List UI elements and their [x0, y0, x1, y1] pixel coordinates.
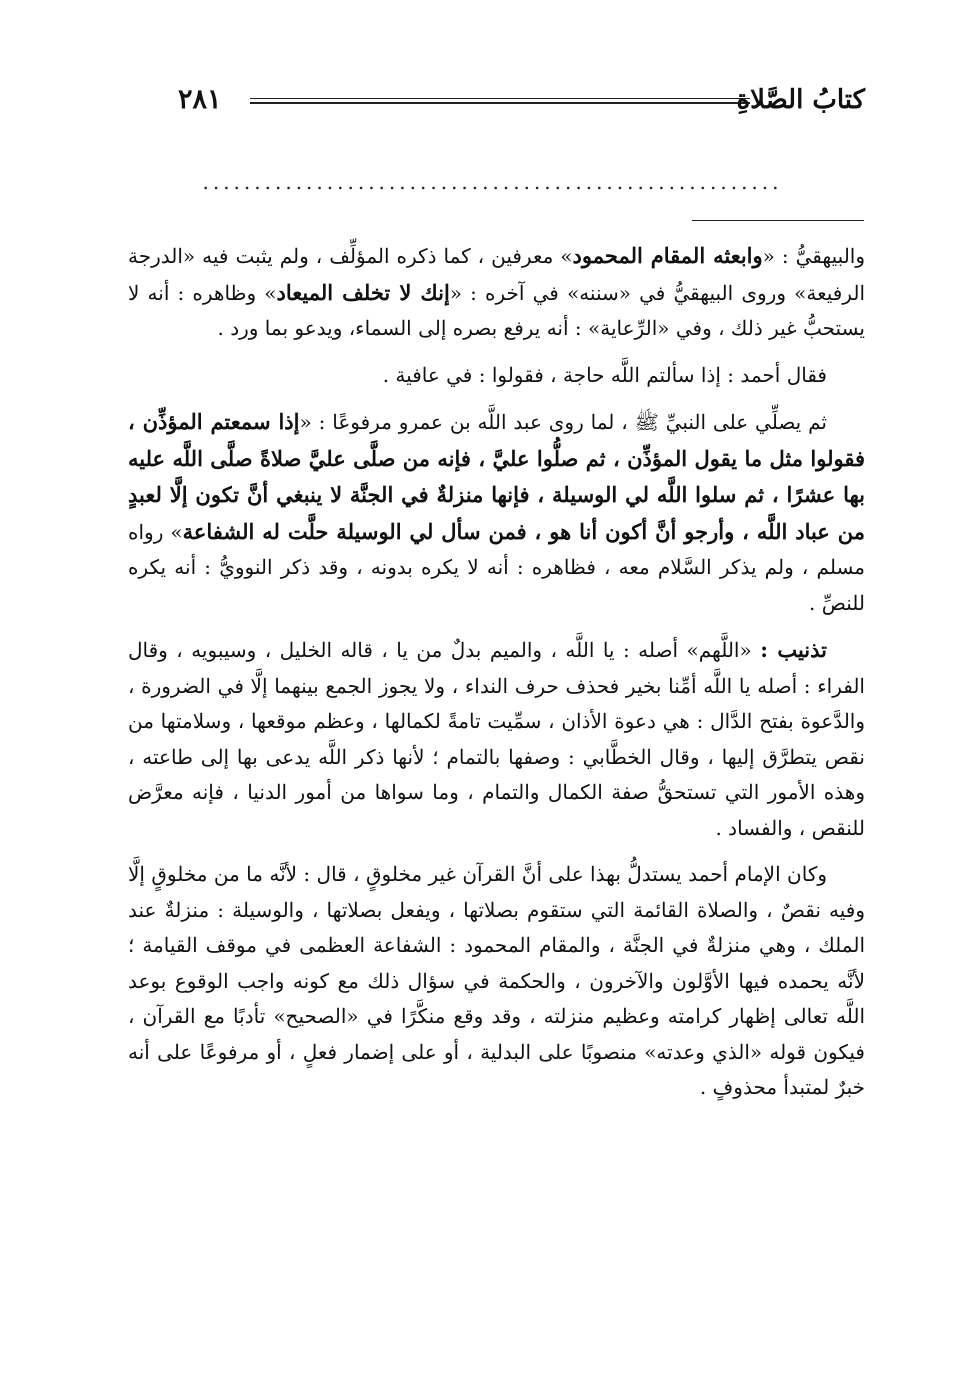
header-rule [250, 98, 750, 99]
paragraph [128, 238, 865, 347]
page-header [170, 78, 865, 128]
header-rule-thick [250, 102, 750, 104]
text-run: » معرفين ، كما ذكره المؤلِّف ، ولم يثبت فيه « [182, 244, 573, 268]
bold-text-run: إذا سمعتم المؤذِّن ، فقولوا مثل ما يقول المؤذِّن ، ثم صلُّوا عليَّ ، فإنه من صلَّى عليَّ صلاةً صلَّى اللَّه عليه بها عشرًا ، ثم سلوا اللَّه لي الوسيلة ، فإنها منزلةٌ في الجنَّة لا ينبغي أنَّ تكون إلَّا لعبدٍ من عباد اللَّه ، وأرجو أنَّ أكون أنا هو ، فمن سأل لي الوسيلة حلَّت له الشفاعة [128, 409, 865, 544]
text-run: «اللَّهم» أصله : يا اللَّه ، والميم بدلٌ من يا ، قاله الخليل ، وسيبويه ، وقال الفراء : أصله يا اللَّه أمِّنا بخير فحذف حرف النداء ، ولا يجوز الجمع بينهما إلَّا في الضرورة ، والدَّعوة بفتح الدَّال : هي دعوة الأذان ، سمِّيت تامةً لكمالها ، وعظم موقعها ، وسلامتها من نقص يتطرَّق إليها ، وقال الخطَّابي : وصفها بالتمام ؛ لأنها ذكر اللَّه يدعى بها إلى طاعته ، وهذه الأمور التي تستحقُّ صفة الكمال والتمام ، وما سواها من أمور الدنيا ، فإنه معرَّض للنقص ، والفساد . [128, 638, 865, 840]
bold-text-run: إنك لا تخلف الميعاد [276, 279, 450, 305]
text-run: » وروى البيهقيُّ في «سننه» في آخره : « [449, 280, 807, 305]
paragraph [128, 404, 865, 621]
text-run: » رواه مسلم ، ولم يذكر السَّلام معه ، فظاهره : أنه لا يكره بدونه ، وقد ذكر النوويُّ : أنه يكره للنصِّ . [128, 519, 865, 615]
bold-text-run: تذنيب : [760, 637, 828, 662]
text-run: والبيهقيُّ : « [762, 244, 865, 268]
page-number: ٢٨١ [178, 84, 222, 115]
footnote-rule [692, 220, 864, 221]
body-text [128, 238, 865, 1117]
paragraph [128, 358, 865, 394]
text-run: ثم يصلِّي على النبيِّ ﷺ ، لما روى عبد اللَّه بن عمرو مرفوعًا : « [299, 410, 827, 434]
text-run: الدرجة الرفيعة [128, 244, 865, 305]
text-run: وكان الإمام أحمد يستدلُّ بهذا على أنَّ القرآن غير مخلوقٍ ، قال : لأنَّه ما من مخلوقٍ إلَّا وفيه نقصٌ ، والصلاة القائمة التي ستقوم بصلاتها ، ويفعل بصلاتها ، والوسيلة : منزلةٌ عند الملك ، وهي منزلةٌ في الجنَّة ، والمقام المحمود : الشفاعة العظمى في موقف القيامة ؛ لأنَّه يحمده فيها الأوَّلون والآخرون ، والحكمة في سؤال ذلك مع كونه واجب الوقوع بوعد اللَّه تعالى إظهار كرامته وعظيم منزلته ، وقد وقع منكَّرًا في «الصحيح» تأدبًا مع القرآن ، فيكون قوله «الذي وعدته» منصوبًا على البدلية ، أو على إضمار فعلٍ ، أو مرفوعًا على أنه خبرٌ لمتبدأ محذوفٍ . [128, 862, 865, 1099]
book-title: كتابُ الصَّلاةِ [736, 85, 865, 115]
paragraph [128, 857, 865, 1106]
text-run: » وظاهره : أنه لا يستحبُّ غير ذلك ، وفي «الرِّعاية» : أنه يرفع بصره إلى السماء، ويدعو بما ورد . [128, 280, 865, 340]
bold-text-run: وابعثه المقام المحمود [572, 243, 763, 268]
text-run: فقال أحمد : إذا سألتم اللَّه حاجة ، فقولوا : في عافية . [382, 362, 827, 387]
dotted-separator: ........................................................ [202, 172, 783, 192]
paragraph [128, 632, 865, 846]
